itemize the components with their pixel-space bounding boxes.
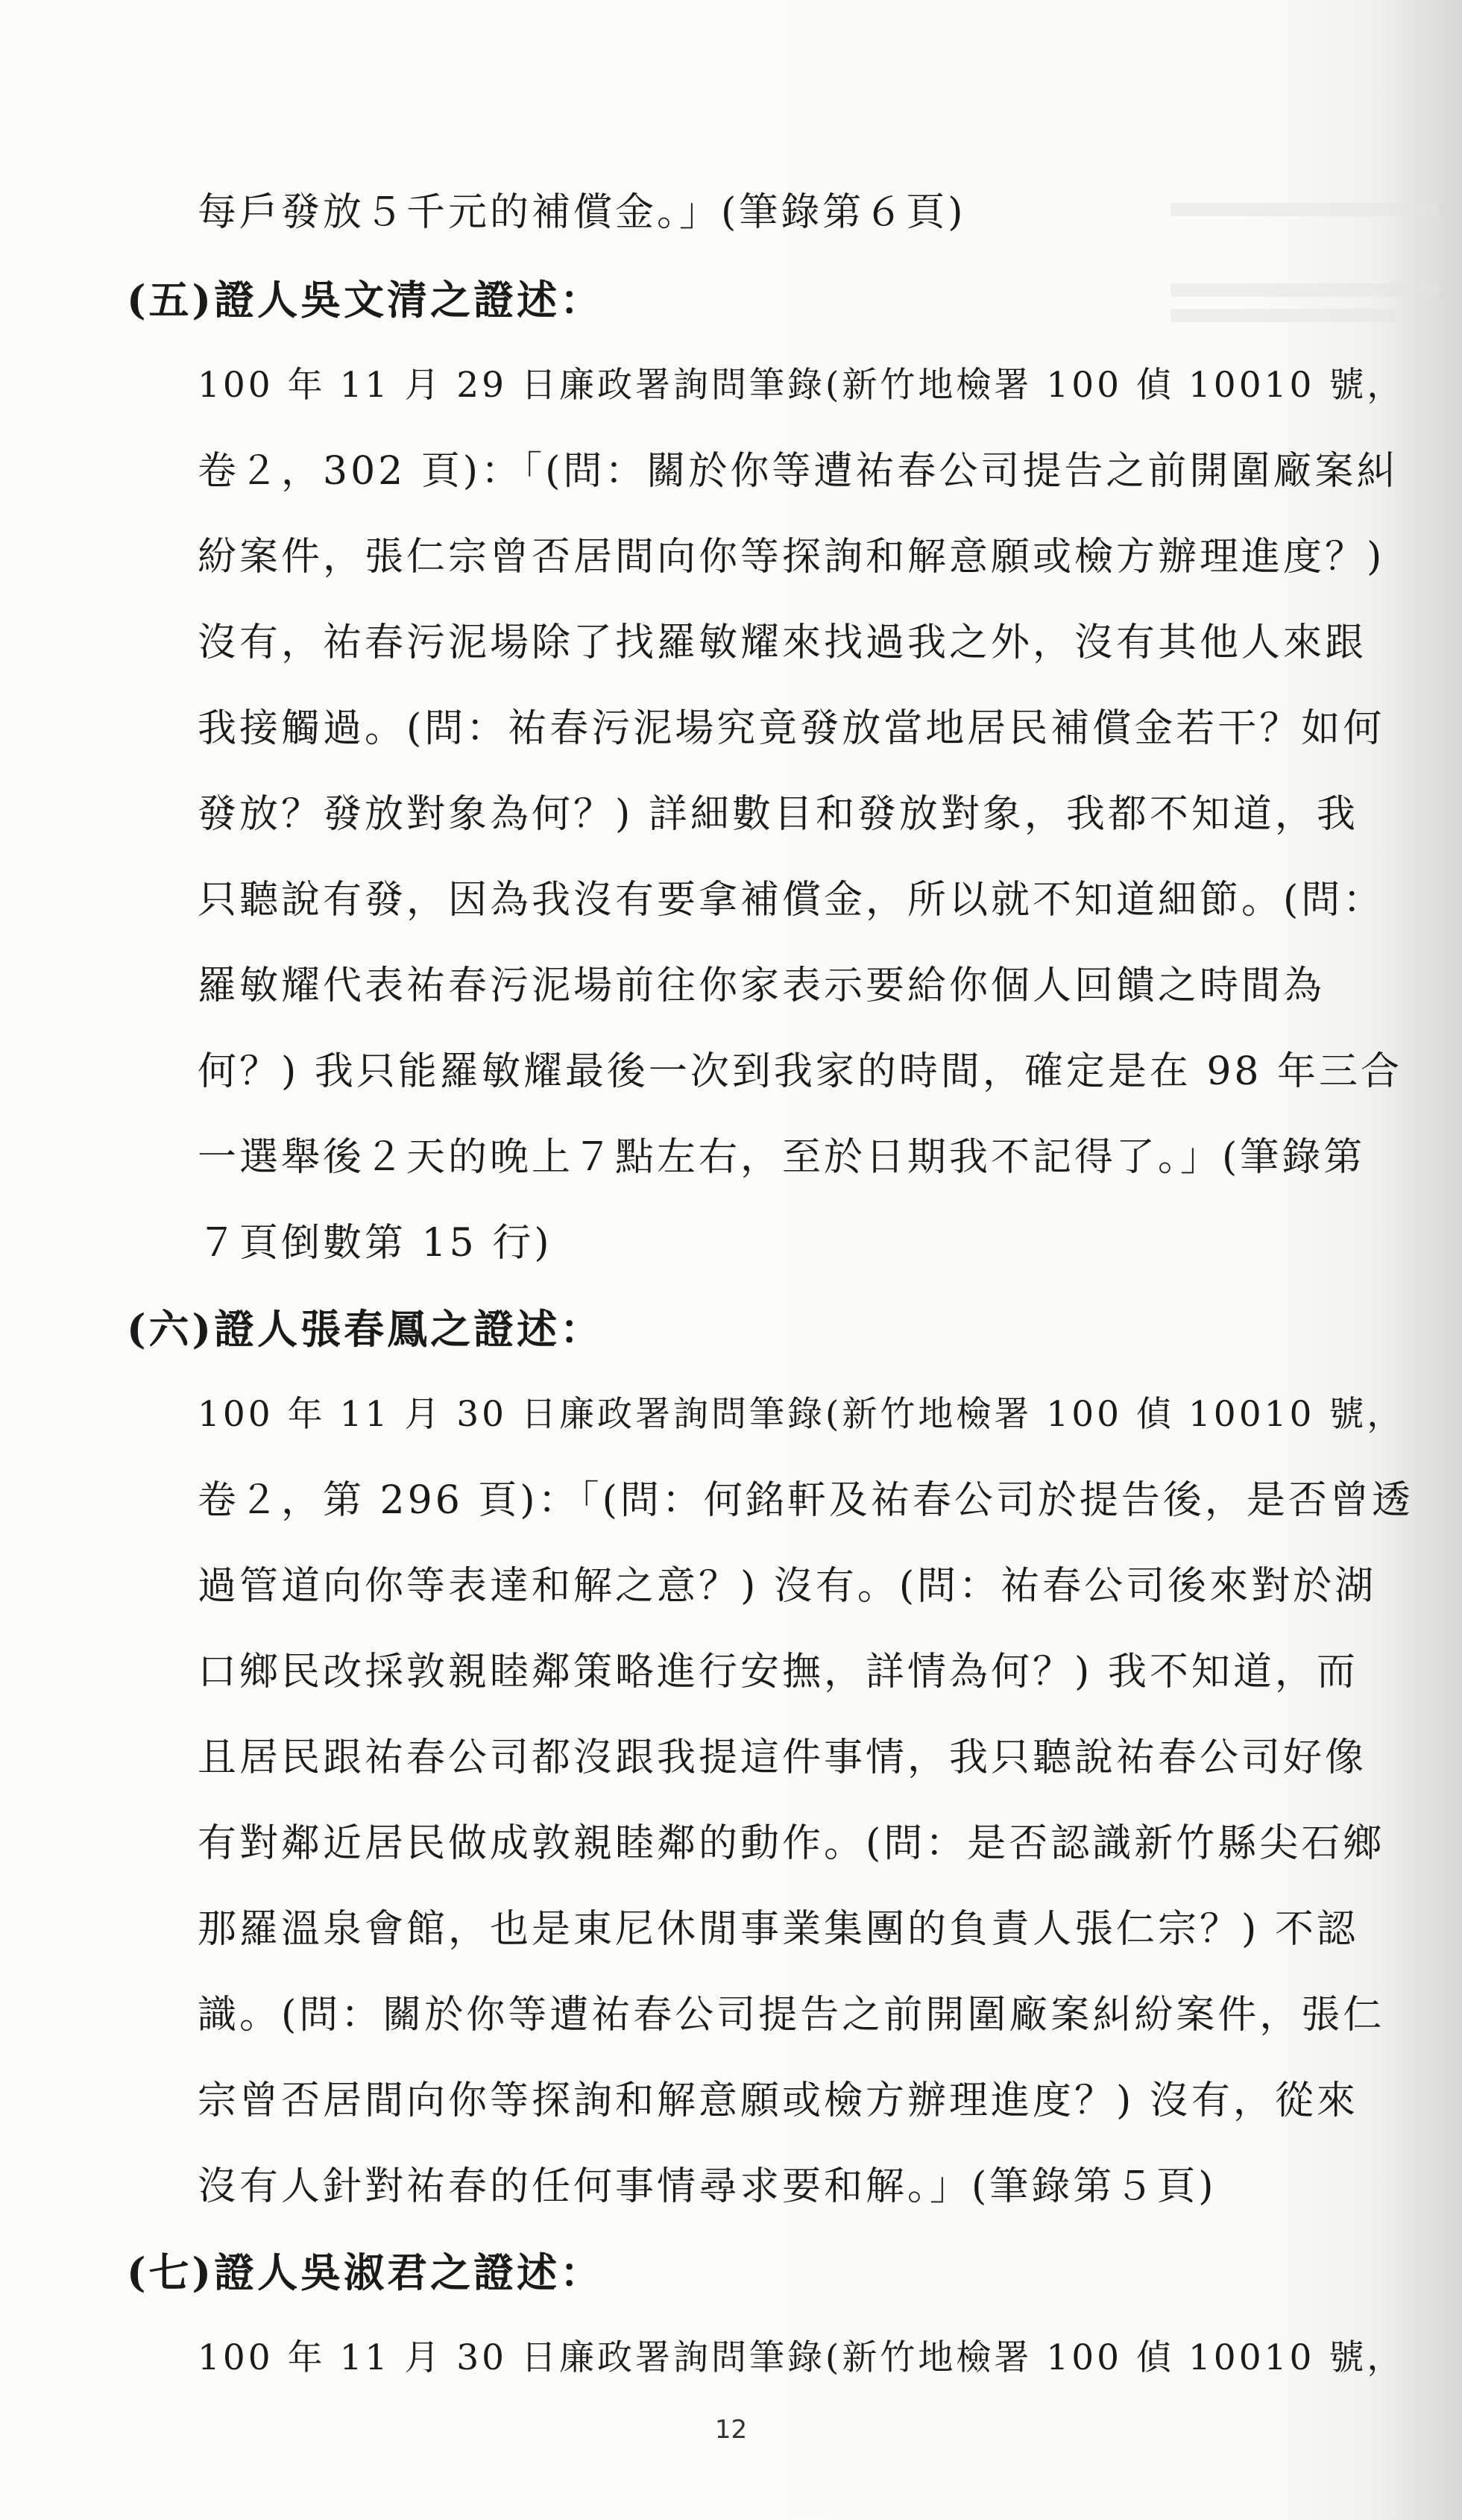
body-line: 100 年 11 月 30 日廉政署詢問筆錄(新竹地檢署 100 偵 10010 號， <box>198 2337 1405 2378</box>
body-line: 卷２，302 頁)：「(問：關於你等遭祐春公司提告之前開圍廠案糾 <box>198 449 1399 494</box>
bleed-through-mark <box>1170 203 1439 216</box>
body-line: 口鄉民改採敦親睦鄰策略進行安撫，詳情為何？) 我不知道，而 <box>198 1650 1358 1694</box>
body-line: 那羅溫泉會館，也是東尼休閒事業集團的負責人張仁宗？) 不認 <box>198 1907 1358 1952</box>
body-line: 發放？發放對象為何？) 詳細數目和發放對象，我都不知道，我 <box>198 792 1358 837</box>
body-line: 100 年 11 月 30 日廉政署詢問筆錄(新竹地檢署 100 偵 10010 號， <box>198 1394 1405 1435</box>
body-line: 羅敏耀代表祐春污泥場前往你家表示要給你個人回饋之時間為 <box>198 964 1326 1008</box>
body-line: ７頁倒數第 15 行) <box>198 1221 552 1266</box>
body-line: 何？) 我只能羅敏耀最後一次到我家的時間，確定是在 98 年三合 <box>198 1049 1403 1094</box>
body-line: 沒有人針對祐春的任何事情尋求要和解。」(筆錄第５頁) <box>198 2164 1217 2209</box>
body-line: 沒有，祐春污泥場除了找羅敏耀來找過我之外，沒有其他人來跟 <box>198 620 1367 665</box>
body-line: 一選舉後２天的晚上７點左右，至於日期我不記得了。」(筆錄第 <box>198 1135 1366 1180</box>
page-number: 12 <box>714 2415 748 2445</box>
body-line: 識。(問：關於你等遭祐春公司提告之前開圍廠案糾紛案件，張仁 <box>198 1993 1385 2037</box>
section-heading: (六)證人張春鳳之證述： <box>127 1305 604 1353</box>
body-line: 且居民跟祐春公司都沒跟我提這件事情，我只聽說祐春公司好像 <box>198 1735 1367 1780</box>
body-line: 卷２，第 296 頁)：「(問：何銘軒及祐春公司於提告後，是否曾透 <box>198 1478 1414 1523</box>
body-line: 紛案件，張仁宗曾否居間向你等探詢和解意願或檢方辦理進度？) <box>198 535 1385 579</box>
bleed-through-mark <box>1170 309 1394 322</box>
body-line: 宗曾否居間向你等探詢和解意願或檢方辦理進度？) 沒有，從來 <box>198 2078 1358 2123</box>
body-line: 有對鄰近居民做成敦親睦鄰的動作。(問：是否認識新竹縣尖石鄉 <box>198 1821 1385 1866</box>
body-line: 100 年 11 月 29 日廉政署詢問筆錄(新竹地檢署 100 偵 10010 號， <box>198 365 1405 406</box>
body-line: 過管道向你等表達和解之意？) 沒有。(問：祐春公司後來對於湖 <box>198 1564 1377 1609</box>
bleed-through-mark <box>1170 283 1439 297</box>
body-line: 我接觸過。(問：祐春污泥場究竟發放當地居民補償金若干？如何 <box>198 706 1385 751</box>
body-line: 只聽說有發，因為我沒有要拿補償金，所以就不知道細節。(問： <box>198 878 1385 923</box>
body-line: 每戶發放５千元的補償金。」(筆錄第６頁) <box>198 190 966 235</box>
section-heading: (七)證人吳淑君之證述： <box>127 2249 604 2296</box>
section-heading: (五)證人吳文清之證述： <box>127 276 604 324</box>
